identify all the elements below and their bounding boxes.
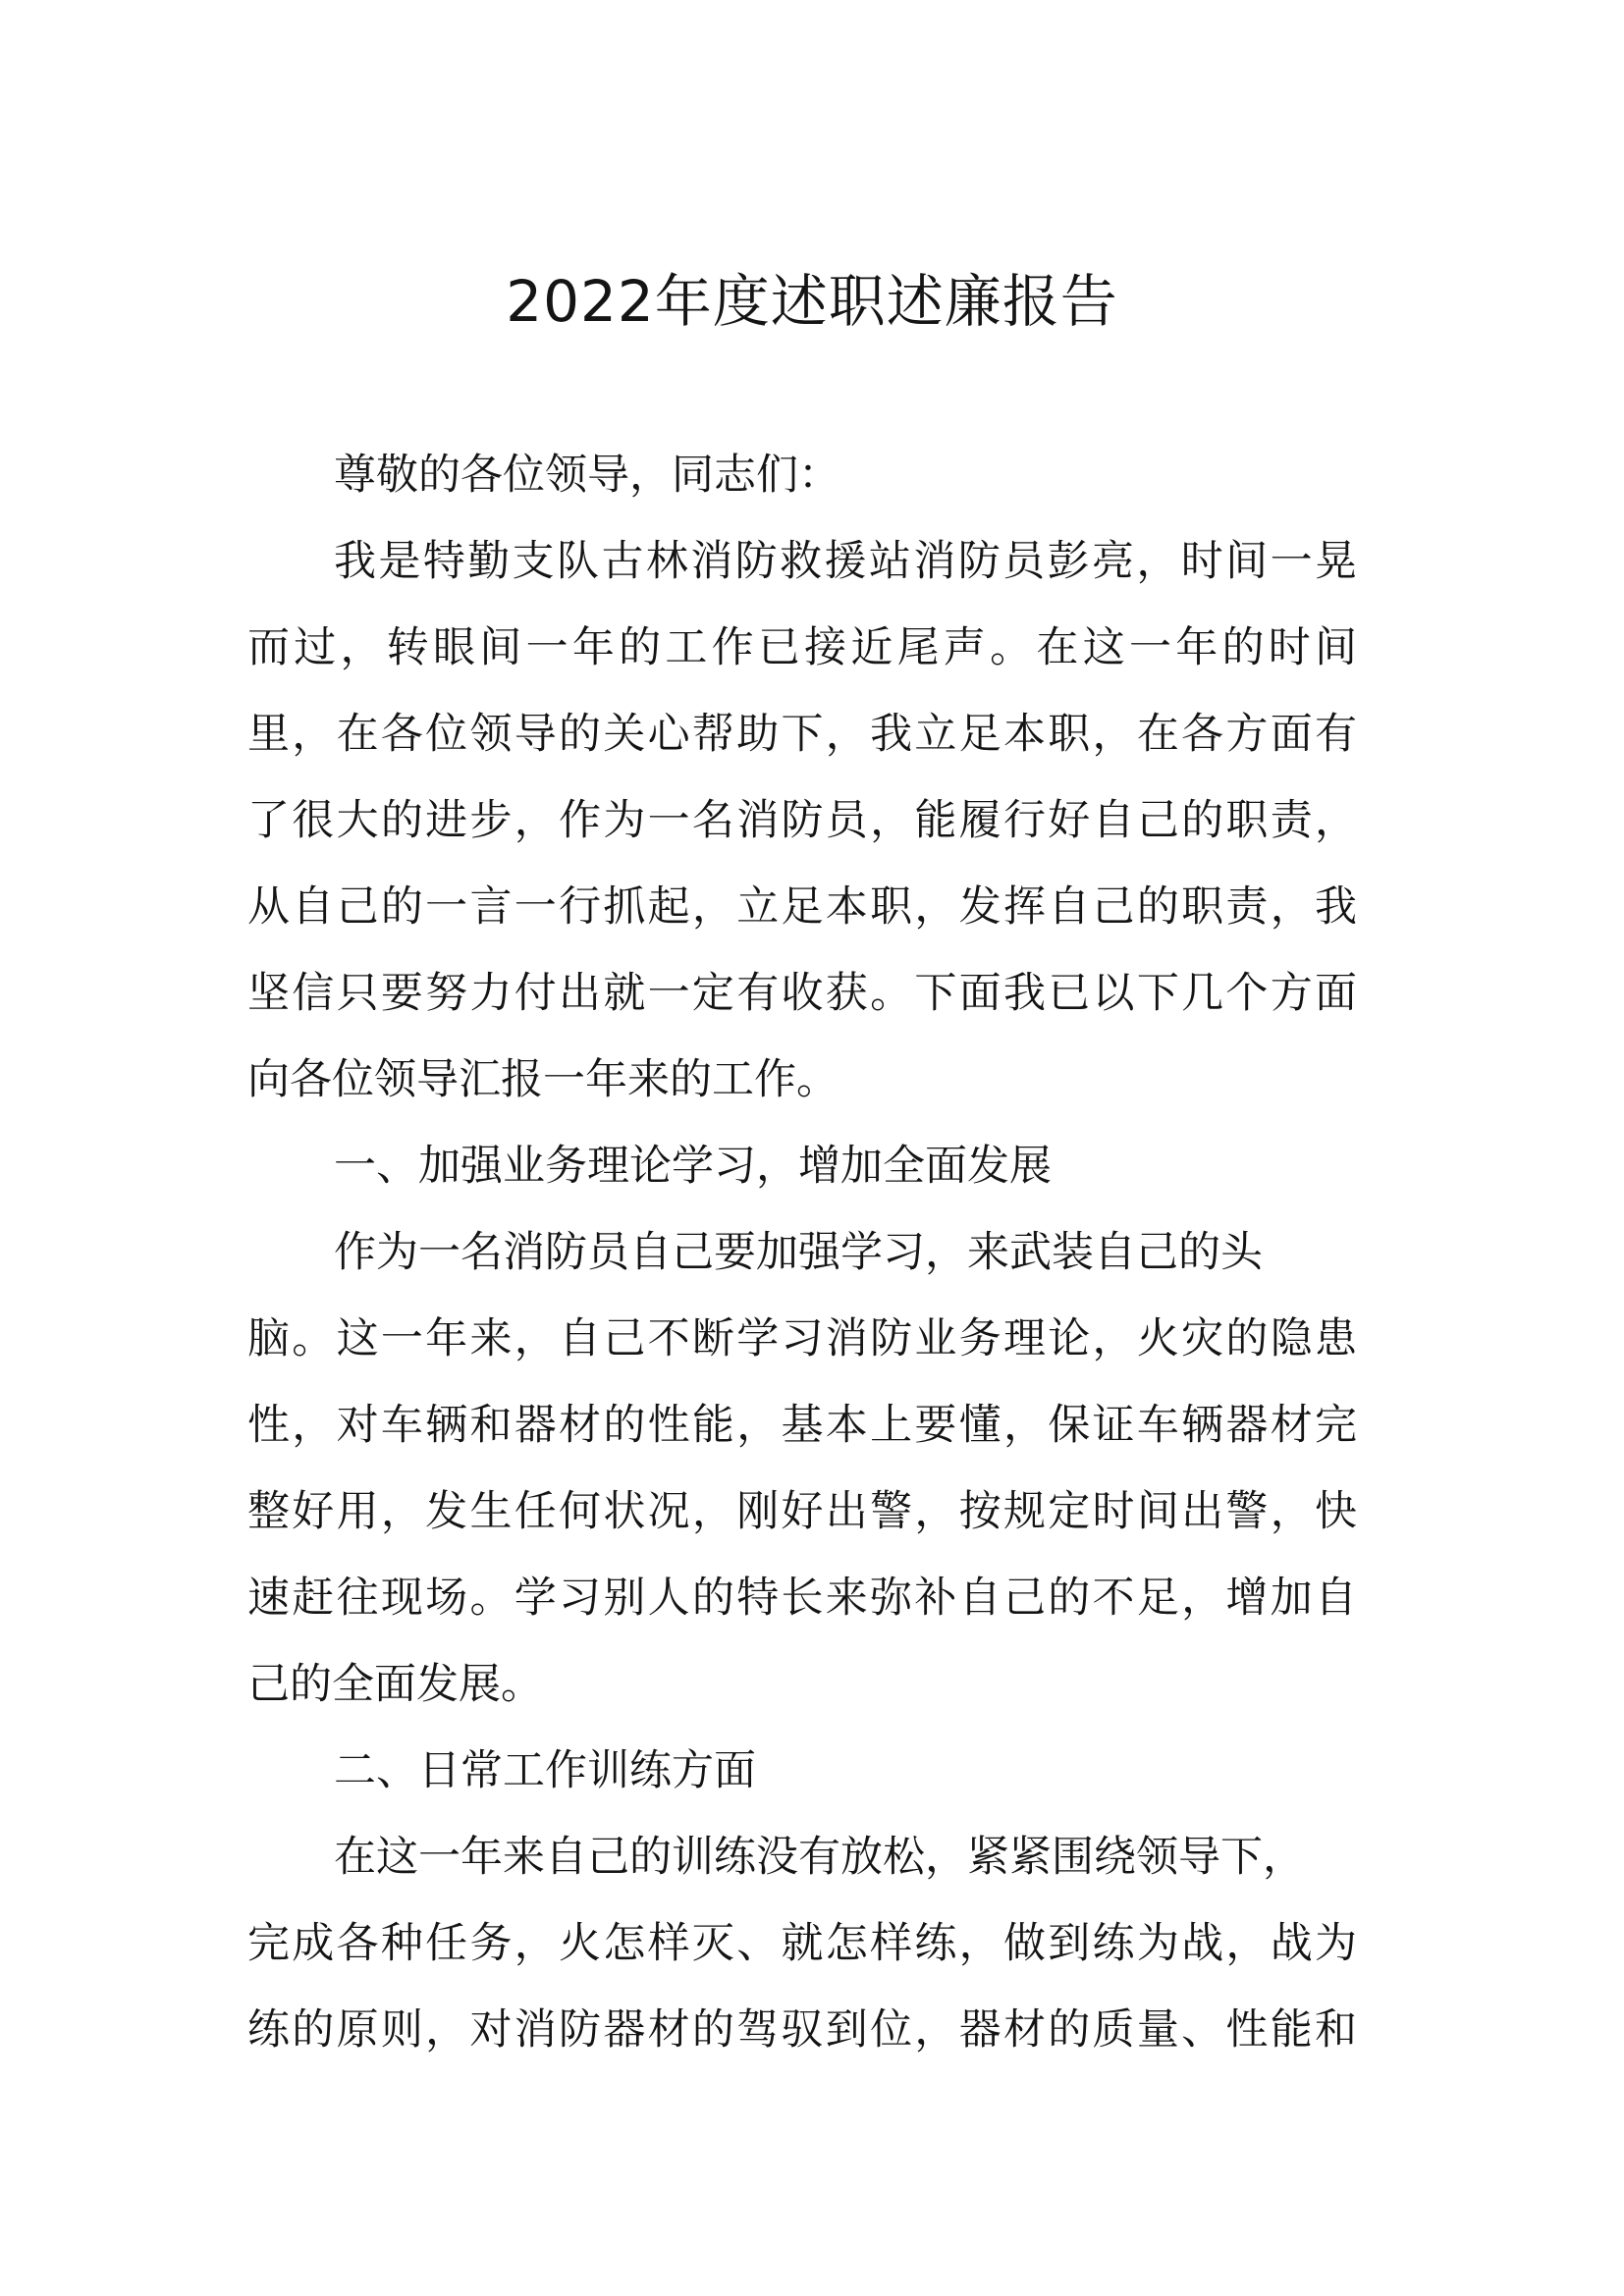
document-title: 2022年度述职述廉报告: [506, 268, 1118, 335]
body-line: 向各位领导汇报一年来的工作。: [247, 1055, 839, 1104]
body-line: 从自己的一言一行抓起，立足本职，发挥自己的职责，我: [247, 882, 1357, 932]
section-heading: 二、日常工作训练方面: [334, 1746, 756, 1795]
body-line: 整好用，发生任何状况，刚好出警，按规定时间出警，快: [247, 1487, 1357, 1536]
section-heading: 一、加强业务理论学习，增加全面发展: [334, 1142, 1052, 1191]
body-line: 练的原则，对消防器材的驾驭到位，器材的质量、性能和: [247, 2005, 1357, 2055]
body-line: 完成各种任务，火怎样灭、就怎样练，做到练为战，战为: [247, 1919, 1357, 1968]
body-line: 了很大的进步，作为一名消防员，能履行好自己的职责，: [247, 796, 1357, 845]
body-line: 里，在各位领导的关心帮助下，我立足本职，在各方面有: [247, 710, 1357, 759]
body-line: 我是特勤支队古林消防救援站消防员彭亮，时间一晃: [334, 537, 1357, 586]
body-line: 在这一年来自己的训练没有放松，紧紧围绕领导下，: [334, 1833, 1305, 1882]
body-line: 坚信只要努力付出就一定有收获。下面我已以下几个方面: [247, 969, 1357, 1018]
body-line: 而过，转眼间一年的工作已接近尾声。在这一年的时间: [247, 623, 1357, 672]
body-line: 己的全面发展。: [247, 1660, 543, 1709]
body-line: 作为一名消防员自己要加强学习，来武装自己的头: [334, 1228, 1263, 1277]
body-line: 性，对车辆和器材的性能，基本上要懂，保证车辆器材完: [247, 1401, 1357, 1450]
body-line: 脑。这一年来，自己不断学习消防业务理论，火灾的隐患: [247, 1314, 1357, 1363]
salutation-line: 尊敬的各位领导，同志们：: [334, 451, 840, 500]
body-line: 速赶往现场。学习别人的特长来弥补自己的不足，增加自: [247, 1574, 1357, 1623]
